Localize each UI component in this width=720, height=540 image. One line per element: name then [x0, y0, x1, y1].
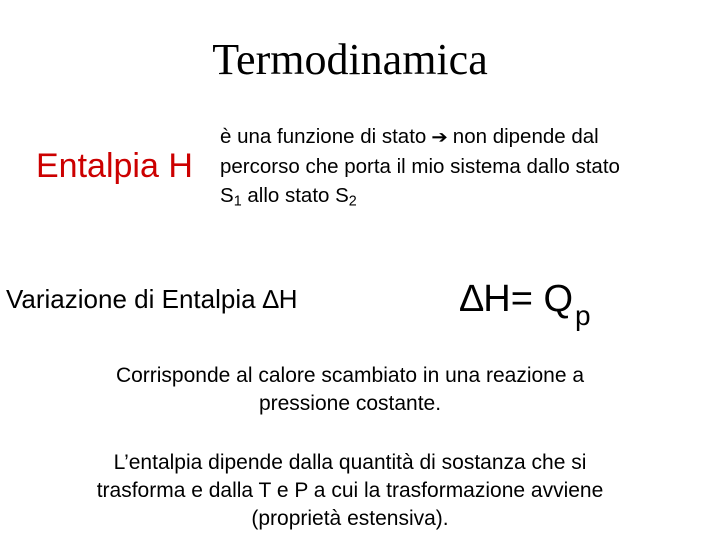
equation-main: ∆H= Q: [460, 278, 573, 320]
extensive-property-paragraph: [0, 449, 700, 533]
enthalpy-label: Entalpia H: [36, 147, 193, 185]
paragraph-line: pressione costante.: [258, 392, 442, 415]
paragraph-line: Corrisponde al calore scambiato in una reazione a: [115, 364, 585, 387]
state-middle-text: allo stato S: [241, 184, 349, 207]
state-s-prefix: S: [220, 184, 234, 207]
enthalpy-equation: [460, 276, 591, 331]
enthalpy-variation-label: Variazione di Entalpia ∆H: [6, 284, 298, 314]
heat-exchange-paragraph: [0, 362, 700, 418]
definition-line-3: [220, 181, 715, 210]
state-subscript-2: 2: [348, 193, 357, 210]
right-arrow-icon: ➔: [431, 127, 448, 147]
definition-text-after-arrow: non dipende dal: [452, 125, 599, 148]
definition-text-before-arrow: è una funzione di stato: [220, 125, 427, 148]
definition-line-1: [220, 122, 715, 152]
slide-title: Termodinamica: [212, 35, 488, 84]
equation-subscript: p: [575, 300, 591, 331]
paragraph-line: (proprietà estensiva).: [251, 507, 449, 530]
definition-line-2: percorso che porta il mio sistema dallo stato: [220, 155, 620, 178]
state-subscript-1: 1: [233, 193, 242, 210]
paragraph-line: trasforma e dalla T e P a cui la trasformazione avviene: [96, 479, 604, 502]
enthalpy-definition: [220, 122, 715, 210]
paragraph-line: L’entalpia dipende dalla quantità di sostanza che si: [113, 451, 587, 474]
